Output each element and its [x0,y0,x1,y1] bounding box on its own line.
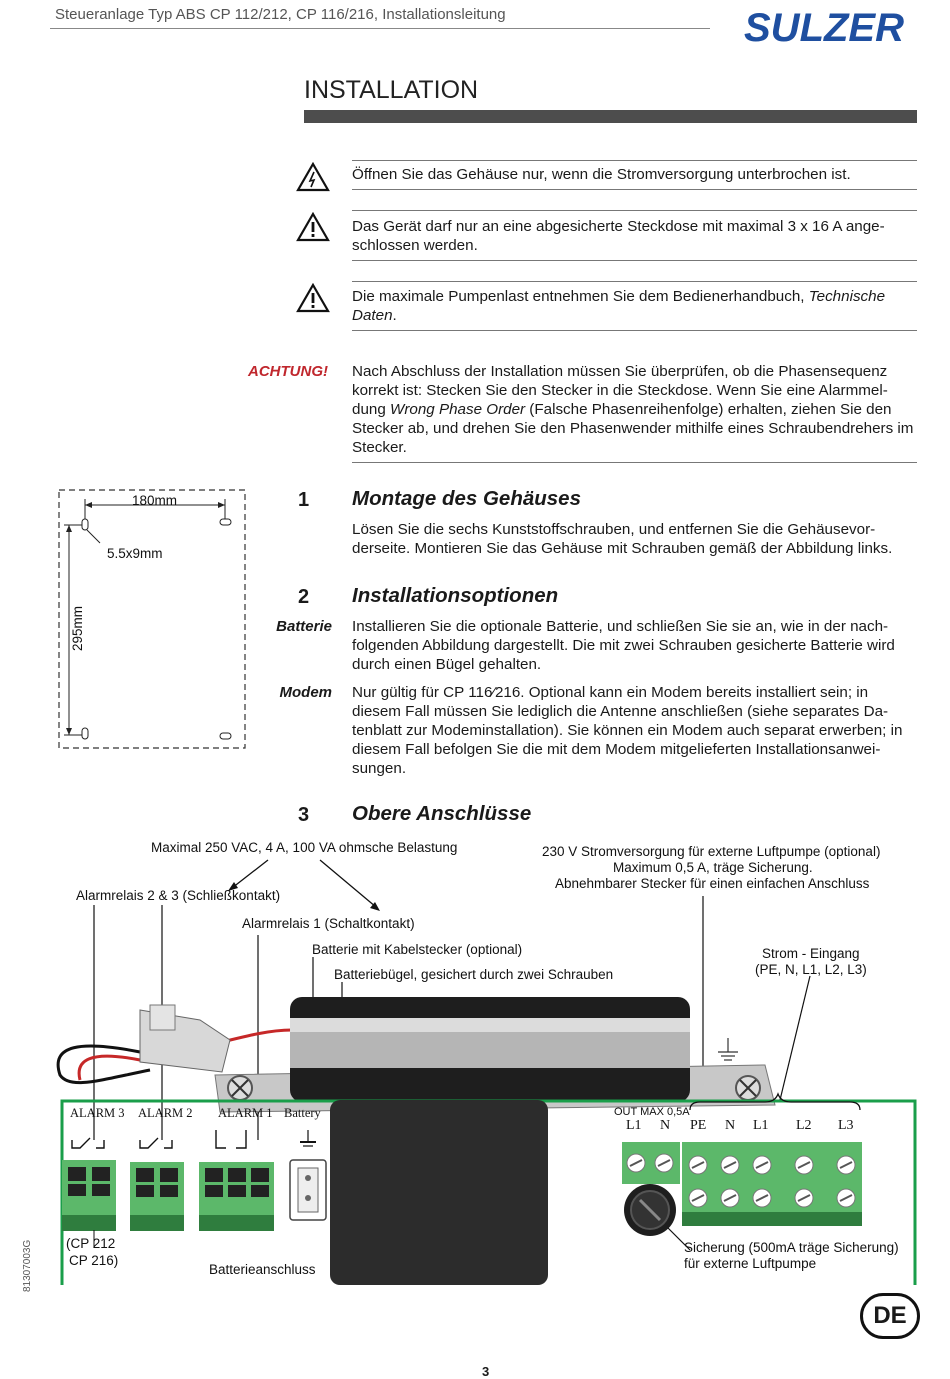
modem-text: Nur gültig für CP 116⁄216. Optional kann ein Modem bereits installiert sein; in diesem Fall müssen Sie lediglich die Antenne anschließen (siehe separates Da-tenblatt zur Modeminstallation). Sie können ein Modem auch separat erwerben; in diesem Fall befolgen Sie die mit dem Modem mitgelieferten Installationsanwei-sungen. [352,684,903,777]
alarm-relay-1-label: Alarmrelais 1 (Schaltkontakt) [242,916,415,931]
divider [352,330,917,331]
battery-connector-label: Batterieanschluss [209,1262,316,1277]
cp-note-line1: (CP 212 [66,1236,116,1251]
power-in-line2: (PE, N, L1, L2, L3) [755,962,867,977]
divider [352,281,917,282]
terminal-label-alarm1: ALARM 1 [218,1106,273,1120]
power-term-pe: PE [690,1118,707,1133]
height-dimension: 295mm [70,605,85,651]
battery-text: Installieren Sie die optionale Batterie, und schließen Sie sie an, wie in der nach-folgenden Abbildung dargestellt. Die mit zwei Schrauben gesicherte Batterie wird durch einen Bügel gehalten. [352,618,895,673]
power-in-line1: Strom - Eingang [762,946,860,961]
divider [352,462,917,463]
step-number: 3 [298,804,310,826]
divider [352,260,917,261]
fuse-label-line2: für externe Luftpumpe [684,1256,817,1271]
width-dimension: 180mm [132,493,178,508]
warning-icon [296,212,330,242]
document-id: 81307003G [22,1239,33,1292]
divider [352,189,917,190]
power-term-n: N [725,1118,736,1133]
battery-label: Batterie [276,618,332,635]
step-title: Obere Anschlüsse [352,802,532,825]
warning-text: Die maximale Pumpenlast entnehmen Sie dem Bedienerhandbuch, Technische Daten. [352,288,886,324]
step-number: 1 [298,489,310,511]
warning-text: Das Gerät darf nur an eine abgesicherte Steckdose mit maximal 3 x 16 A ange-schlossen werden. [352,218,885,254]
title-bar [304,110,917,123]
section-title: INSTALLATION [304,76,479,104]
warning-icon [296,283,330,313]
warning-text: Öffnen Sie das Gehäuse nur, wenn die Stromversorgung unterbrochen ist. [352,166,851,183]
step-text: Lösen Sie die sechs Kunststoffschrauben, und entfernen Sie die Gehäusevor-derseite. Montieren Sie das Gehäuse mit Schrauben gemäß der Abbildung links. [352,521,893,557]
battery-bracket-label: Batteriebügel, gesichert durch zwei Schrauben [334,967,614,982]
alarm-relays-23-label: Alarmrelais 2 & 3 (Schließkontakt) [76,888,281,903]
power-term-l1: L1 [753,1118,769,1133]
attention-text: Nach Abschluss der Installation müssen Sie überprüfen, ob die Phasensequenz korrekt ist: Stecken Sie den Stecker in die Steckdose. Wenn Sie eine Alarmmel-dung Wrong Phase Order (Falsche Phasenreihenfolge) erhalten, ziehen Sie den Stecker ab, und drehen Sie den Phasenwender mithilfe eines Schraubendrehers im Stecker. [352,363,914,456]
max-load-label: Maximal 250 VAC, 4 A, 100 VA ohmsche Belastung [151,840,458,855]
language-badge: DE [860,1293,920,1339]
power-term-l2: L2 [796,1118,812,1133]
power-term-l3: L3 [838,1118,854,1133]
document-header-title: Steueranlage Typ ABS CP 112/212, CP 116/216, Installationsleitung [55,6,506,23]
modem-label: Modem [279,684,332,701]
terminal-label-alarm3: ALARM 3 [70,1106,125,1120]
hole-dimension: 5.5x9mm [107,546,163,561]
step-title: Installationsoptionen [352,584,559,607]
pump-supply-line2: Maximum 0,5 A, träge Sicherung. [613,860,813,875]
out-term-l1: L1 [626,1118,642,1133]
divider [352,160,917,161]
pump-supply-line1: 230 V Stromversorgung für externe Luftpumpe (optional) [542,844,881,859]
out-max-label: OUT MAX 0,5A [614,1106,690,1118]
out-term-n: N [660,1118,671,1133]
page-number: 3 [482,1364,490,1379]
terminal-label-battery: Battery [284,1106,321,1120]
battery-cable-label: Batterie mit Kabelstecker (optional) [312,942,523,957]
cp-note-line2: CP 216) [69,1253,119,1268]
pump-supply-line3: Abnehmbarer Stecker für einen einfachen Anschluss [555,876,870,891]
step-number: 2 [298,586,310,608]
step-title: Montage des Gehäuses [352,487,581,510]
attention-label: ACHTUNG! [248,363,328,380]
header-rule [50,28,710,29]
terminal-label-alarm2: ALARM 2 [138,1106,193,1120]
electric-hazard-icon [296,162,330,192]
divider [352,210,917,211]
brand-logo: SULZER [744,6,904,50]
fuse-label-line1: Sicherung (500mA träge Sicherung) [684,1240,899,1255]
